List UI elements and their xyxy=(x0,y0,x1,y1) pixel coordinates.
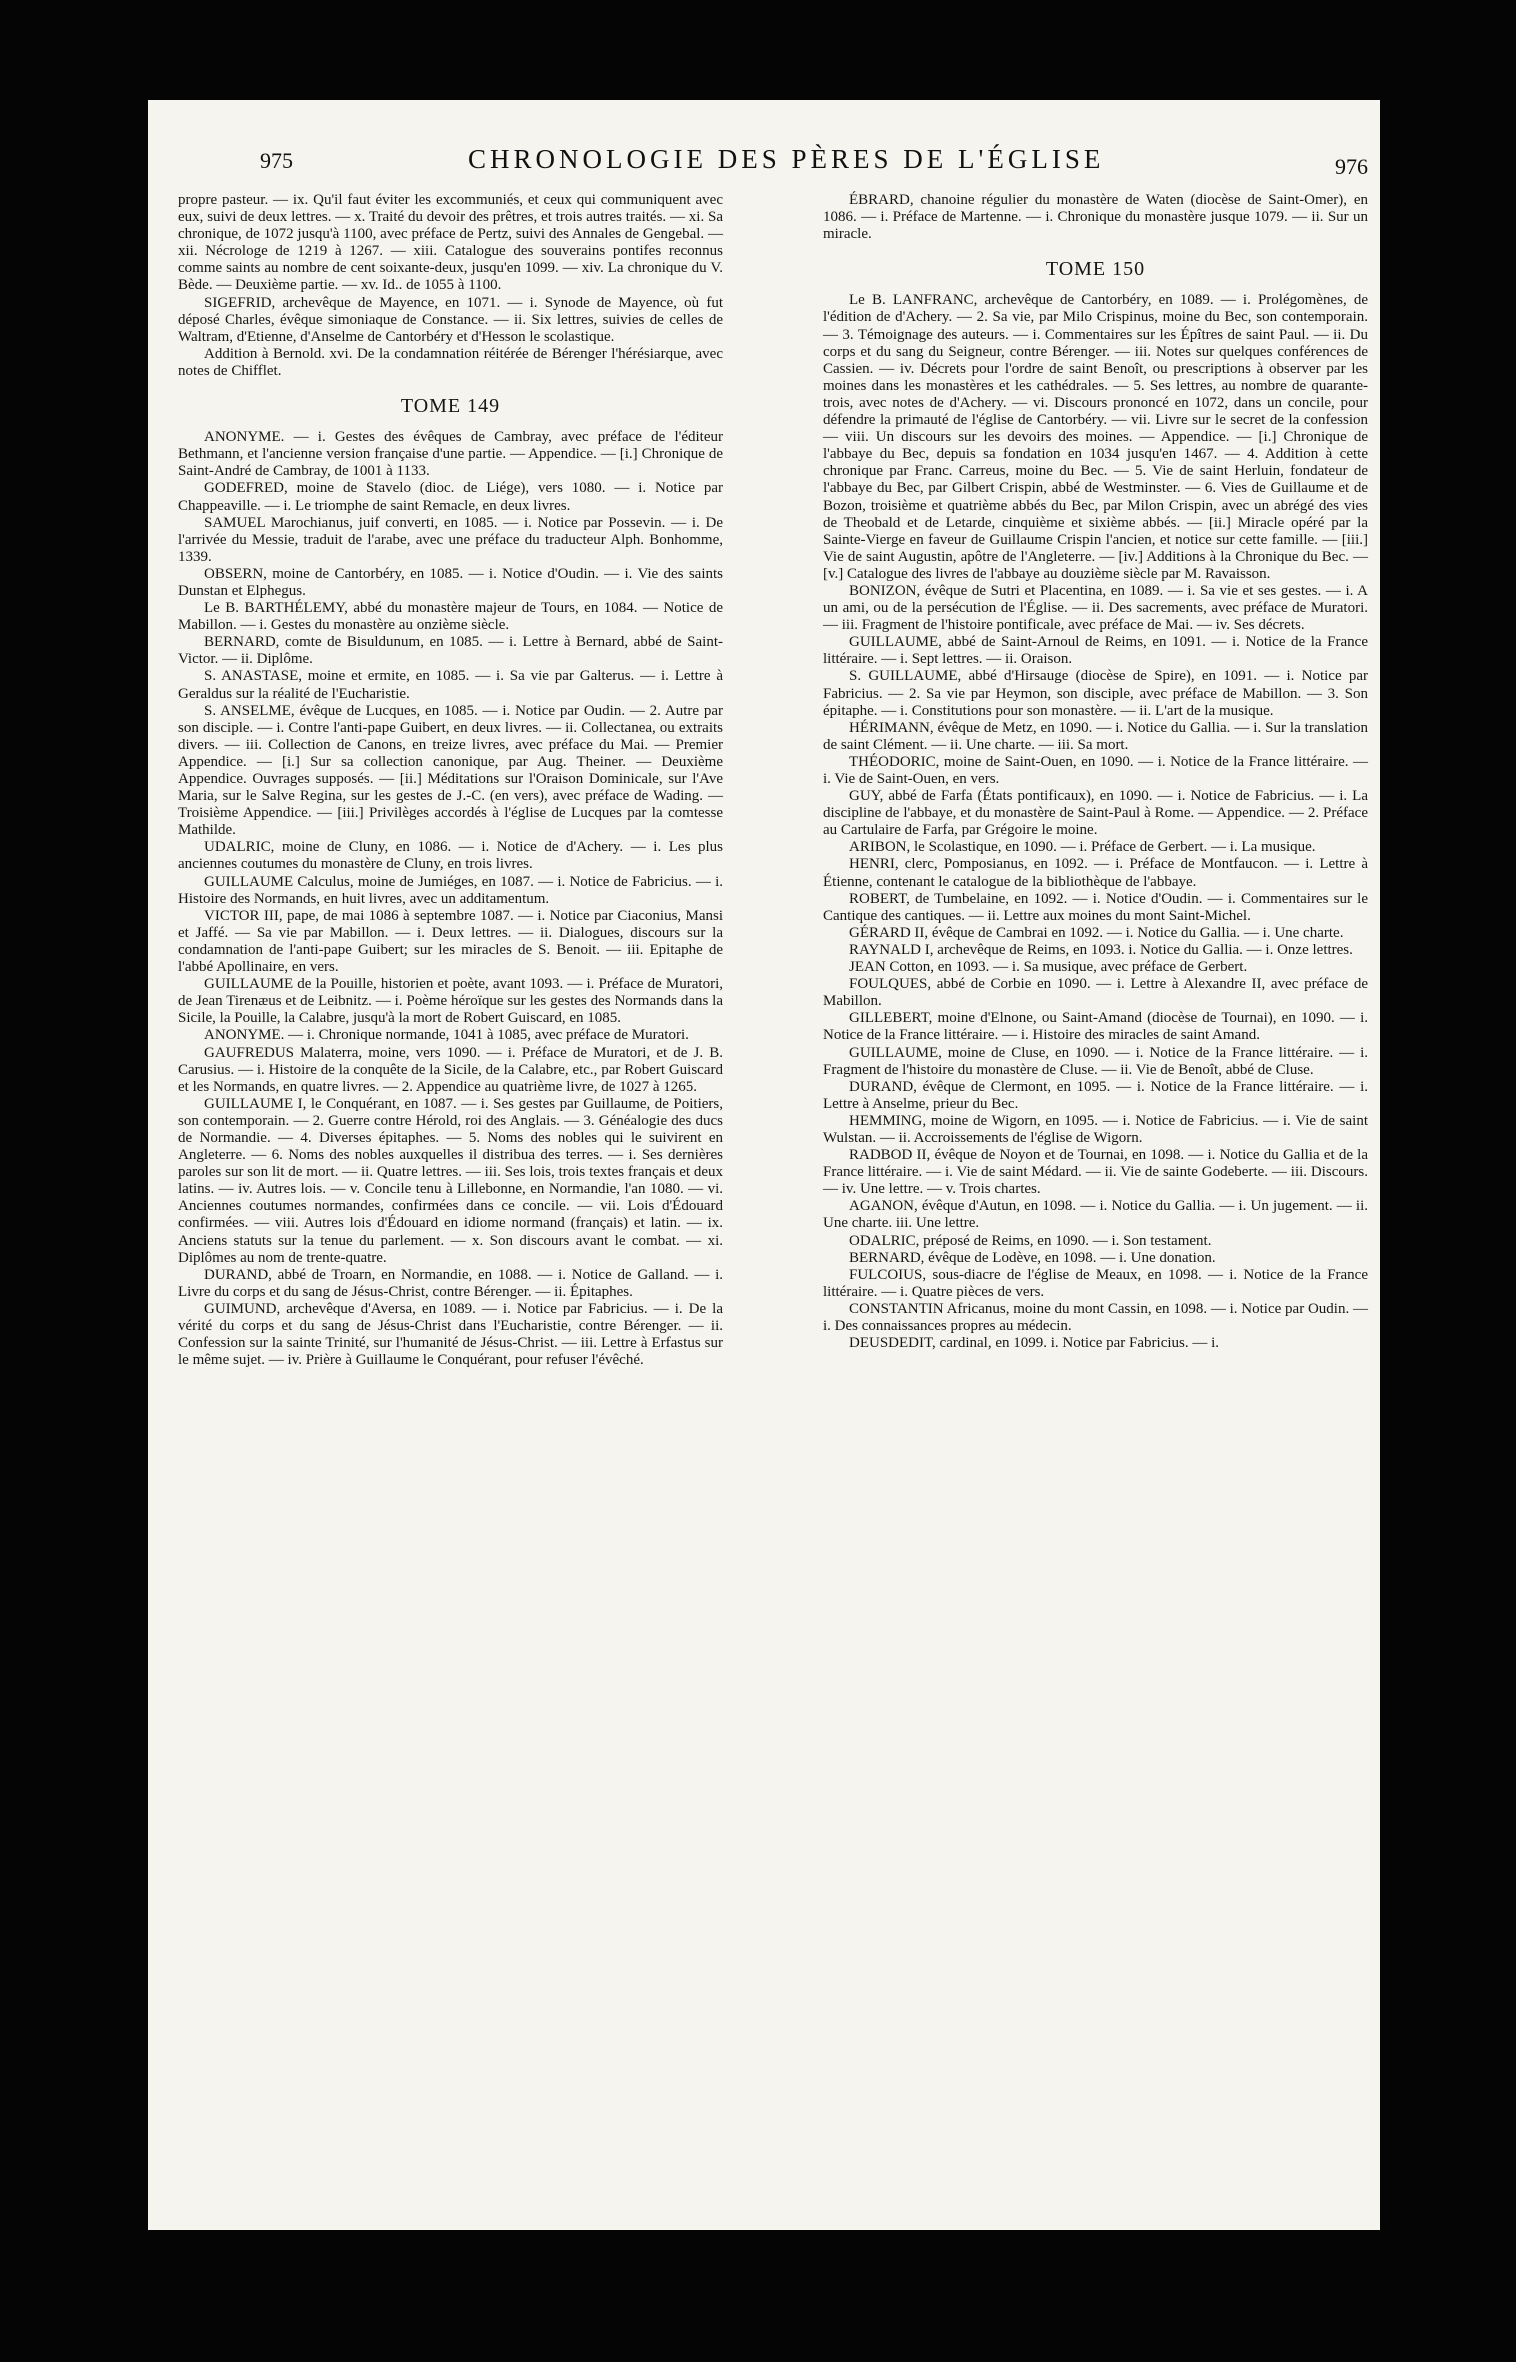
entry-paragraph: JEAN Cotton, en 1093. — i. Sa musique, avec préface de Gerbert. xyxy=(849,959,1248,976)
entry-paragraph: DURAND, abbé de Troarn, en Normandie, en 1088. — i. Notice de Galland. — i. Livre du corps et du sang de Jésus-Christ, contre Bérenger. — ii. Épitaphes. xyxy=(178,1266,723,1300)
entry-paragraph: GUIMUND, archevêque d'Aversa, en 1089. — i. Notice par Fabricius. — i. De la vérité du corps et du sang de Jésus-Christ dans l'Eucharistie, contre Bérenger. — ii. Confession sur la sainte Trinité, sur l'humanité de Jésus-Christ. — iii. Lettre à Erfastus sur le même sujet. — iv. Prière à Guillaume le Conquérant, pour refuser l'évêché. xyxy=(178,1300,723,1369)
entry-paragraph: BERNARD, comte de Bisuldunum, en 1085. — i. Lettre à Bernard, abbé de Saint-Victor. — ii. Diplôme. xyxy=(178,634,723,668)
entry-paragraph: GUILLAUME, abbé de Saint-Arnoul de Reims, en 1091. — i. Notice de la France littéraire. — i. Sept lettres. — ii. Oraison. xyxy=(823,634,1368,668)
entry-paragraph: GUILLAUME, moine de Cluse, en 1090. — i. Notice de la France littéraire. — i. Fragment de l'histoire du monastère de Cluse. — ii. Vie de Benoît, abbé de Cluse. xyxy=(823,1044,1368,1078)
entry-paragraph: HÉRIMANN, évêque de Metz, en 1090. — i. Notice du Gallia. — i. Sur la translation de saint Clément. — ii. Une charte. — iii. Sa mort. xyxy=(823,719,1368,753)
entry-paragraph: Le B. BARTHÉLEMY, abbé du monastère majeur de Tours, en 1084. — Notice de Mabillon. — i. Gestes du monastère au onzième siècle. xyxy=(178,600,723,634)
left-column xyxy=(178,192,723,1369)
right-column xyxy=(823,192,1368,1352)
entry-paragraph: SIGEFRID, archevêque de Mayence, en 1071. — i. Synode de Mayence, où fut déposé Charles, évêque simoniaque de Constance. — ii. Six lettres, suivies de celles de Waltram, d'Etienne, d'Anselme de Cantorbéry et d'Hesson le scolastique. xyxy=(178,294,723,345)
entry-paragraph: FULCOIUS, sous-diacre de l'église de Meaux, en 1098. — i. Notice de la France littéraire. — i. Quatre pièces de vers. xyxy=(823,1266,1368,1300)
entry-paragraph: VICTOR III, pape, de mai 1086 à septembre 1087. — i. Notice par Ciaconius, Mansi et Jaffé. — Sa vie par Mabillon. — i. Deux lettres. — ii. Dialogues, discours sur la condamnation de l'anti-pape Guibert; sur les miracles de S. Benoit. — iii. Epitaphe de l'abbé Apollinaire, en vers. xyxy=(178,907,723,976)
entry-paragraph: S. ANASTASE, moine et ermite, en 1085. — i. Sa vie par Galterus. — i. Lettre à Geraldus sur la réalité de l'Eucharistie. xyxy=(178,668,723,702)
entry-paragraph: CONSTANTIN Africanus, moine du mont Cassin, en 1098. — i. Notice par Oudin. — i. Des connaissances propres au médecin. xyxy=(823,1300,1368,1334)
entry-paragraph: Addition à Bernold. xvi. De la condamnation réitérée de Bérenger l'hérésiarque, avec notes de Chifflet. xyxy=(178,345,723,379)
page-number-left: 975 xyxy=(260,148,293,173)
tome-heading-150: TOME 150 xyxy=(1045,258,1146,281)
entry-paragraph: ANONYME. — i. Gestes des évêques de Cambray, avec préface de l'éditeur Bethmann, et l'ancienne version française d'une partie. — Appendice. — [i.] Chronique de Saint-André de Cambray, de 1001 à 1133. xyxy=(178,429,723,480)
entry-paragraph: GUY, abbé de Farfa (États pontificaux), en 1090. — i. Notice de Fabricius. — i. La discipline de l'abbaye, et du monastère de Saint-Paul à Rome. — Appendice. — 2. Préface au Cartulaire de Farfa, par Grégoire le moine. xyxy=(823,788,1368,839)
entry-paragraph: AGANON, évêque d'Autun, en 1098. — i. Notice du Gallia. — i. Un jugement. — ii. Une charte. iii. Une lettre. xyxy=(823,1198,1368,1232)
entry-paragraph: GUILLAUME de la Pouille, historien et poète, avant 1093. — i. Préface de Muratori, de Jean Tirenæus et de Leibnitz. — i. Poème héroïque sur les gestes des Normands dans la Sicile, la Pouille, la Calabre, jusqu'à la mort de Robert Guiscard, en 1085. xyxy=(178,976,723,1027)
entry-paragraph: DEUSDEDIT, cardinal, en 1099. i. Notice par Fabricius. — i. xyxy=(849,1335,1220,1352)
page-header xyxy=(148,140,1380,186)
right-entries xyxy=(823,292,1368,1352)
page-number-right: 976 xyxy=(1335,154,1368,179)
entry-paragraph: HEMMING, moine de Wigorn, en 1095. — i. Notice de Fabricius. — i. Vie de saint Wulstan. — ii. Accroissements de l'église de Wigorn. xyxy=(823,1112,1368,1146)
entry-paragraph: DURAND, évêque de Clermont, en 1095. — i. Notice de la France littéraire. — i. Lettre à Anselme, prieur du Bec. xyxy=(823,1078,1368,1112)
entry-paragraph: GILLEBERT, moine d'Elnone, ou Saint-Amand (diocèse de Tournai), en 1090. — i. Notice de la France littéraire. — i. Histoire des miracles de saint Amand. xyxy=(823,1010,1368,1044)
entry-paragraph: ANONYME. — i. Chronique normande, 1041 à 1085, avec préface de Muratori. xyxy=(204,1027,689,1044)
entry-paragraph: RADBOD II, évêque de Noyon et de Tournai, en 1098. — i. Notice du Gallia et de la France littéraire. — i. Vie de saint Médard. — ii. Vie de sainte Godeberte. — iii. Discours. — iv. Une lettre. — v. Trois chartes. xyxy=(823,1147,1368,1198)
entry-paragraph: FOULQUES, abbé de Corbie en 1090. — i. Lettre à Alexandre II, avec préface de Mabillon. xyxy=(823,976,1368,1010)
entry-paragraph: GÉRARD II, évêque de Cambrai en 1092. — i. Notice du Gallia. — i. Une charte. xyxy=(849,924,1344,941)
entry-paragraph: S. GUILLAUME, abbé d'Hirsauge (diocèse de Spire), en 1091. — i. Notice par Fabricius. — 2. Sa vie par Heymon, son disciple, avec préface de Mabillon. — 3. Son épitaphe. — i. Constitutions pour son monastère. — ii. L'art de la musique. xyxy=(823,668,1368,719)
right-intro xyxy=(823,192,1368,243)
entry-paragraph: ODALRIC, préposé de Reims, en 1090. — i. Son testament. xyxy=(849,1232,1212,1249)
entry-paragraph: GUILLAUME I, le Conquérant, en 1087. — i. Ses gestes par Guillaume, de Poitiers, son contemporain. — 2. Guerre contre Hérold, roi des Anglais. — 3. Généalogie des ducs de Normandie. — 4. Diverses épitaphes. — 5. Noms des nobles qui le suivirent en Angleterre. — 6. Noms des nobles auxquelles il distribua des terres. — i. Ses dernières paroles sur son lit de mort. — ii. Quatre lettres. — iii. Ses lois, trois textes français et deux latins. — iv. Autres lois. — v. Concile tenu à Lillebonne, en Normandie, l'an 1080. — vi. Anciennes coutumes normandes, confirmées dans ce concile. — vii. Lois d'Édouard confirmées. — viii. Autres lois d'Édouard en idiome normand (français) et latin. — ix. Anciens statuts sur la tenue du parlement. — x. Son discours avant le combat. — xi. Diplômes au nom de trente-quatre. xyxy=(178,1095,723,1266)
entry-paragraph: OBSERN, moine de Cantorbéry, en 1085. — i. Notice d'Oudin. — i. Vie des saints Dunstan et Elphegus. xyxy=(178,565,723,599)
tome-heading-149: TOME 149 xyxy=(400,395,501,418)
entry-paragraph: GODEFRED, moine de Stavelo (dioc. de Liége), vers 1080. — i. Notice par Chappeaville. — i. Le triomphe de saint Remacle, en deux livres. xyxy=(178,480,723,514)
entry-paragraph: SAMUEL Marochianus, juif converti, en 1085. — i. Notice par Possevin. — i. De l'arrivée du Messie, traduit de l'arabe, avec une préface du traducteur Alph. Bonhomme, 1339. xyxy=(178,514,723,565)
entry-paragraph: ÉBRARD, chanoine régulier du monastère de Waten (diocèse de Saint-Omer), en 1086. — i. Préface de Martenne. — i. Chronique du monastère jusque 1079. — ii. Sur un miracle. xyxy=(823,192,1368,243)
book-page xyxy=(148,100,1380,2230)
entry-paragraph: ARIBON, le Scolastique, en 1090. — i. Préface de Gerbert. — i. La musique. xyxy=(849,839,1316,856)
entry-paragraph: HENRI, clerc, Pomposianus, en 1092. — i. Préface de Montfaucon. — i. Lettre à Étienne, contenant le catalogue de la bibliothèque de l'abbaye. xyxy=(823,856,1368,890)
entry-paragraph: S. ANSELME, évêque de Lucques, en 1085. — i. Notice par Oudin. — 2. Autre par son disciple. — i. Contre l'anti-pape Guibert, en deux livres. — ii. Collectanea, ou extraits divers. — iii. Collection de Canons, en treize livres, avec préface du Mai. — Premier Appendice. — [i.] Sur sa collection canonique, par Aug. Theiner. — Deuxième Appendice. Ouvrages supposés. — [ii.] Méditations sur l'Oraison Dominicale, sur l'Ave Maria, sur le Salve Regina, sur les gestes de J.-C. (en vers), avec préface de Wading. — Troisième Appendice. — [iii.] Privilèges accordés à l'église de Lucques par la comtesse Mathilde. xyxy=(178,702,723,839)
entry-paragraph: propre pasteur. — ix. Qu'il faut éviter les excommuniés, et ceux qui communiquent avec eux, suivi de deux lettres. — x. Traité du devoir des prêtres, et trois autres traités. — xi. Sa chronique, de 1072 jusqu'à 1100, avec préface de Pertz, suivi des Annales de Gengebal. — xii. Nécrologe de 1219 à 1267. — xiii. Catalogue des souverains pontifes reconnus comme saints au nombre de cent soixante-deux, jusqu'en 1099. — xiv. La chronique du V. Bède. — Deuxième partie. — xv. Id.. de 1055 à 1100. xyxy=(178,192,723,294)
running-title: CHRONOLOGIE DES PÈRES DE L'ÉGLISE xyxy=(468,144,1105,174)
entry-paragraph: THÉODORIC, moine de Saint-Ouen, en 1090. — i. Notice de la France littéraire. — i. Vie de Saint-Ouen, en vers. xyxy=(823,753,1368,787)
entry-paragraph: BONIZON, évêque de Sutri et Placentina, en 1089. — i. Sa vie et ses gestes. — i. A un ami, ou de la persécution de l'Église. — ii. Des sacrements, avec préface de Muratori. — iii. Fragment de l'histoire pontificale, avec préface de Mai. — iv. Ses décrets. xyxy=(823,582,1368,634)
entry-paragraph: ROBERT, de Tumbelaine, en 1092. — i. Notice d'Oudin. — i. Commentaires sur le Cantique des cantiques. — ii. Lettre aux moines du mont Saint-Michel. xyxy=(823,890,1368,924)
entry-paragraph: GAUFREDUS Malaterra, moine, vers 1090. — i. Préface de Muratori, et de J. B. Carusius. — i. Histoire de la conquête de la Sicile, de la Calabre, etc., par Robert Guiscard et les Normands, en quatre livres. — 2. Appendice au quatrième livre, de 1027 à 1265. xyxy=(178,1044,723,1095)
left-intro xyxy=(178,192,723,380)
entry-paragraph: Le B. LANFRANC, archevêque de Cantorbéry, en 1089. — i. Prolégomènes, de l'édition de d'Achery. — 2. Sa vie, par Milo Crispinus, moine du Bec, son contemporain. — 3. Témoignage des auteurs. — i. Commentaires sur les Épîtres de saint Paul. — ii. Du corps et du sang du Seigneur, contre Bérenger. — iii. Notes sur quelques conférences de Cassien. — iv. Décrets pour l'ordre de saint Benoît, ou prescriptions à observer par les moines dans les monastères et les cathédrales. — 5. Ses lettres, au nombre de quarante-trois, avec notes de d'Achery. — vi. Discours prononcé en 1072, dans un concile, pour défendre la primauté de l'église de Cantorbéry. — vii. Livre sur le secret de la confession — viii. Un discours sur les devoirs des moines. — Appendice. — [i.] Chronique de l'abbaye du Bec, depuis sa fondation en 1034 jusqu'en 1467. — 4. Addition à cette chronique par Franc. Carreus, moine du Bec. — 5. Vie de saint Herluin, fondateur de l'abbaye du Bec, par Gilbert Crispin, abbé de Westminster. — 6. Vies de Guillaume et de Bozon, troisième et quatrième abbés du Bec, par Milon Crispin, avec un abrégé des vies de Theobald et de Letarde, cinquième et sixième abbés. — [ii.] Miracle opéré par la Sainte-Vierge en faveur de Guillaume Crispin l'ancien, et notice sur cette famille. — [iii.] Vie de saint Augustin, apôtre de l'Angleterre. — [iv.] Additions à la Chronique du Bec. — [v.] Catalogue des livres de l'abbaye au douzième siècle par M. Ravaisson. xyxy=(823,292,1368,582)
entry-paragraph: GUILLAUME Calculus, moine de Jumiéges, en 1087. — i. Notice de Fabricius. — i. Histoire des Normands, en huit livres, avec un additamentum. xyxy=(178,873,723,907)
entry-paragraph: UDALRIC, moine de Cluny, en 1086. — i. Notice de d'Achery. — i. Les plus anciennes coutumes du monastère de Cluny, en trois livres. xyxy=(178,839,723,873)
entry-paragraph: RAYNALD I, archevêque de Reims, en 1093. i. Notice du Gallia. — i. Onze lettres. xyxy=(849,941,1353,958)
left-entries xyxy=(178,429,723,1369)
entry-paragraph: BERNARD, évêque de Lodève, en 1098. — i. Une donation. xyxy=(849,1249,1216,1266)
